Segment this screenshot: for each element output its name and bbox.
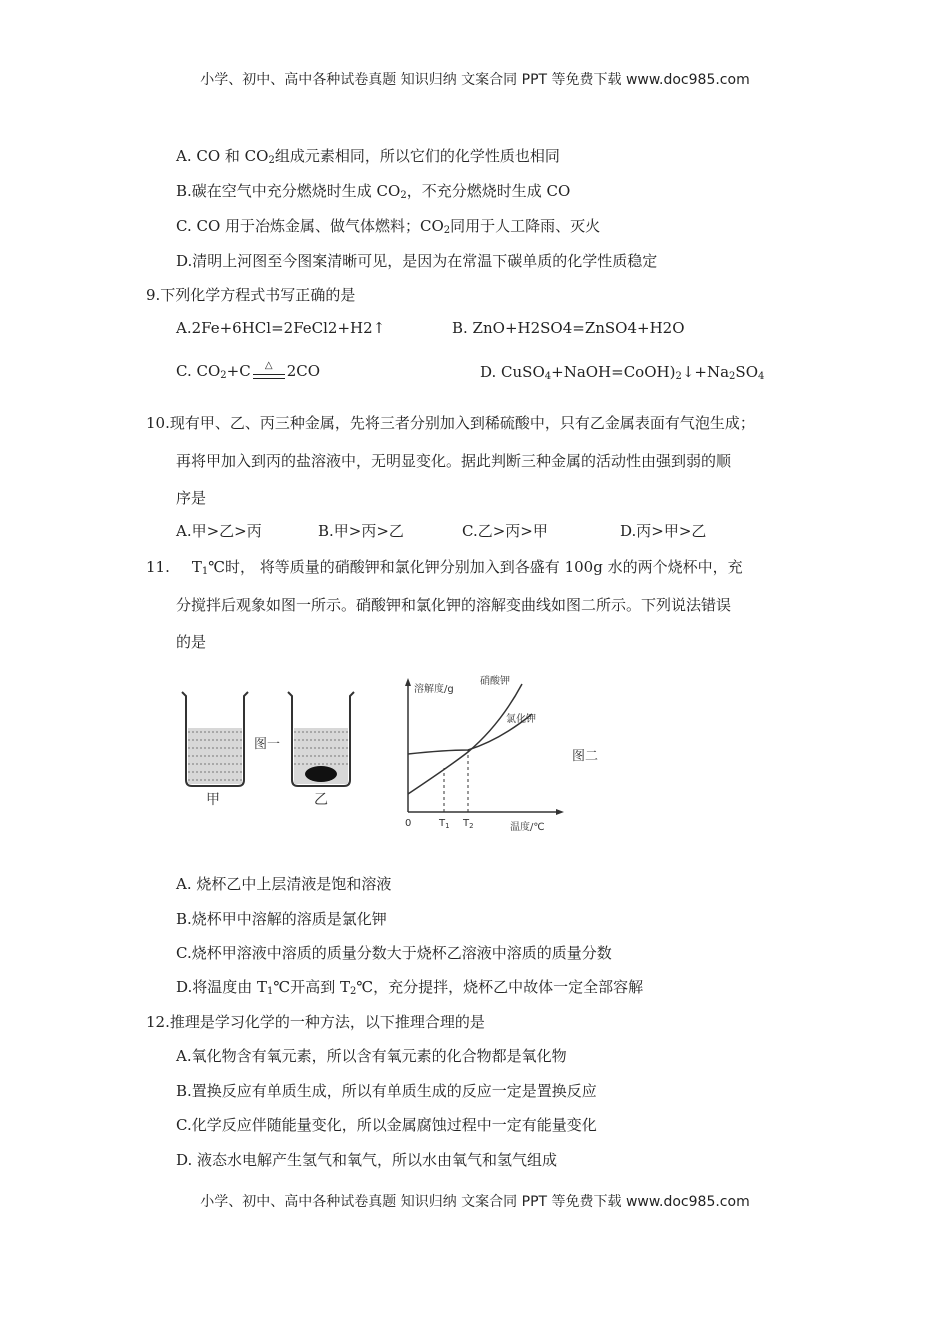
page-footer: 小学、初中、高中各种试卷真题 知识归纳 文案合同 PPT 等免费下载 www.doc985.com bbox=[200, 1194, 750, 1210]
q8-option-c: C. CO 用于冶炼金属、做气体燃料；$CO_2$同用于人工降雨、灭火 bbox=[176, 217, 601, 236]
q11-option-d: D.将温度由 $T_1℃$开高到 $T_2℃$，充分提拌，烧杯乙中故体一定全部容解 bbox=[176, 978, 644, 997]
q9-option-b: B. ZnO+H2SO4=ZnSO4+H2O bbox=[452, 319, 685, 337]
beaker-jia bbox=[182, 692, 248, 786]
q11-option-b: B.烧杯甲中溶解的溶质是氯化钾 bbox=[176, 910, 387, 928]
q10-option-a: A.甲>乙>丙 bbox=[176, 522, 262, 540]
q11-figure bbox=[170, 670, 620, 840]
beaker-yi bbox=[288, 692, 354, 786]
curve-kno3 bbox=[408, 684, 522, 794]
q12-option-a: A.氧化物含有氧元素，所以含有氧元素的化合物都是氧化物 bbox=[176, 1047, 567, 1065]
y-axis-label: 溶解度/g bbox=[414, 684, 454, 695]
undissolved-solid bbox=[305, 766, 337, 782]
q12-option-d: D. 液态水电解产生氢气和氧气，所以水由氧气和氢气组成 bbox=[176, 1151, 558, 1169]
q8-option-d: D.清明上河图至今图案清晰可见，是因为在常温下碳单质的化学性质稳定 bbox=[176, 252, 658, 270]
q9-option-a: A.2Fe+6HCl=2FeCl2+H2↑ bbox=[176, 319, 386, 337]
q10-stem-line1: 10.现有甲、乙、丙三种金属，先将三者分别加入到稀硫酸中，只有乙金属表面有气泡生成； bbox=[146, 414, 755, 432]
q11-stem-line2: 分搅拌后观象如图一所示。硝酸钾和氯化钾的溶解变曲线如图二所示。下列说法错误 bbox=[176, 596, 732, 614]
kno3-label: 硝酸钾 bbox=[480, 676, 510, 687]
heating-condition: △ bbox=[253, 361, 285, 379]
t1-label: $T_1$ bbox=[439, 818, 450, 830]
solubility-chart bbox=[405, 674, 564, 833]
q10-option-c: C.乙>丙>甲 bbox=[462, 522, 548, 540]
q9-option-d: D. $CuSO_4+NaOH=CoOH)_2↓+Na_2SO_4$ bbox=[480, 363, 765, 382]
beaker-jia-label: 甲 bbox=[206, 792, 220, 808]
beaker-yi-label: 乙 bbox=[314, 792, 328, 808]
q10-option-b: B.甲>丙>乙 bbox=[318, 522, 404, 540]
q12-option-c: C.化学反应伴随能量变化，所以金属腐蚀过程中一定有能量变化 bbox=[176, 1116, 597, 1134]
page-header: 小学、初中、高中各种试卷真题 知识归纳 文案合同 PPT 等免费下载 www.doc985.com bbox=[200, 72, 750, 88]
q11-stem-line3: 的是 bbox=[176, 633, 207, 651]
q12-option-b: B.置换反应有单质生成，所以有单质生成的反应一定是置换反应 bbox=[176, 1082, 597, 1100]
kcl-label: 氯化钾 bbox=[506, 714, 536, 725]
q9-option-c: C. $CO_2+C$ △ 2CO bbox=[176, 360, 321, 381]
q11-option-c: C.烧杯甲溶液中溶质的质量分数大于烧杯乙溶液中溶质的质量分数 bbox=[176, 944, 612, 962]
fig1-label: 图一 bbox=[254, 737, 281, 752]
origin-label: 0 bbox=[405, 818, 412, 829]
q11-stem-line1: 11. $T_1℃$时， 将等质量的硝酸钾和氯化钾分别加入到各盛有 100g 水的两个烧杯中，充 bbox=[146, 558, 743, 577]
q8-option-b: B.碳在空气中充分燃烧时生成 $CO_2$，不充分燃烧时生成 CO bbox=[176, 182, 571, 201]
q12-stem: 12.推理是学习化学的一种方法，以下推理合理的是 bbox=[146, 1013, 485, 1031]
q8-option-a: A. CO 和 $CO_2$组成元素相同，所以它们的化学性质也相同 bbox=[176, 147, 560, 166]
q10-option-d: D.丙>甲>乙 bbox=[620, 522, 707, 540]
q11-option-a: A. 烧杯乙中上层清液是饱和溶液 bbox=[176, 875, 392, 893]
q10-stem-line2: 再将甲加入到丙的盐溶液中，无明显变化。据此判断三种金属的活动性由强到弱的顺 bbox=[176, 452, 732, 470]
fig2-label: 图二 bbox=[572, 749, 599, 764]
q9-stem: 9.下列化学方程式书写正确的是 bbox=[146, 286, 356, 304]
x-axis-label: 温度/℃ bbox=[510, 822, 545, 833]
q10-stem-line3: 序是 bbox=[176, 489, 207, 507]
t2-label: $T_2$ bbox=[463, 818, 474, 830]
